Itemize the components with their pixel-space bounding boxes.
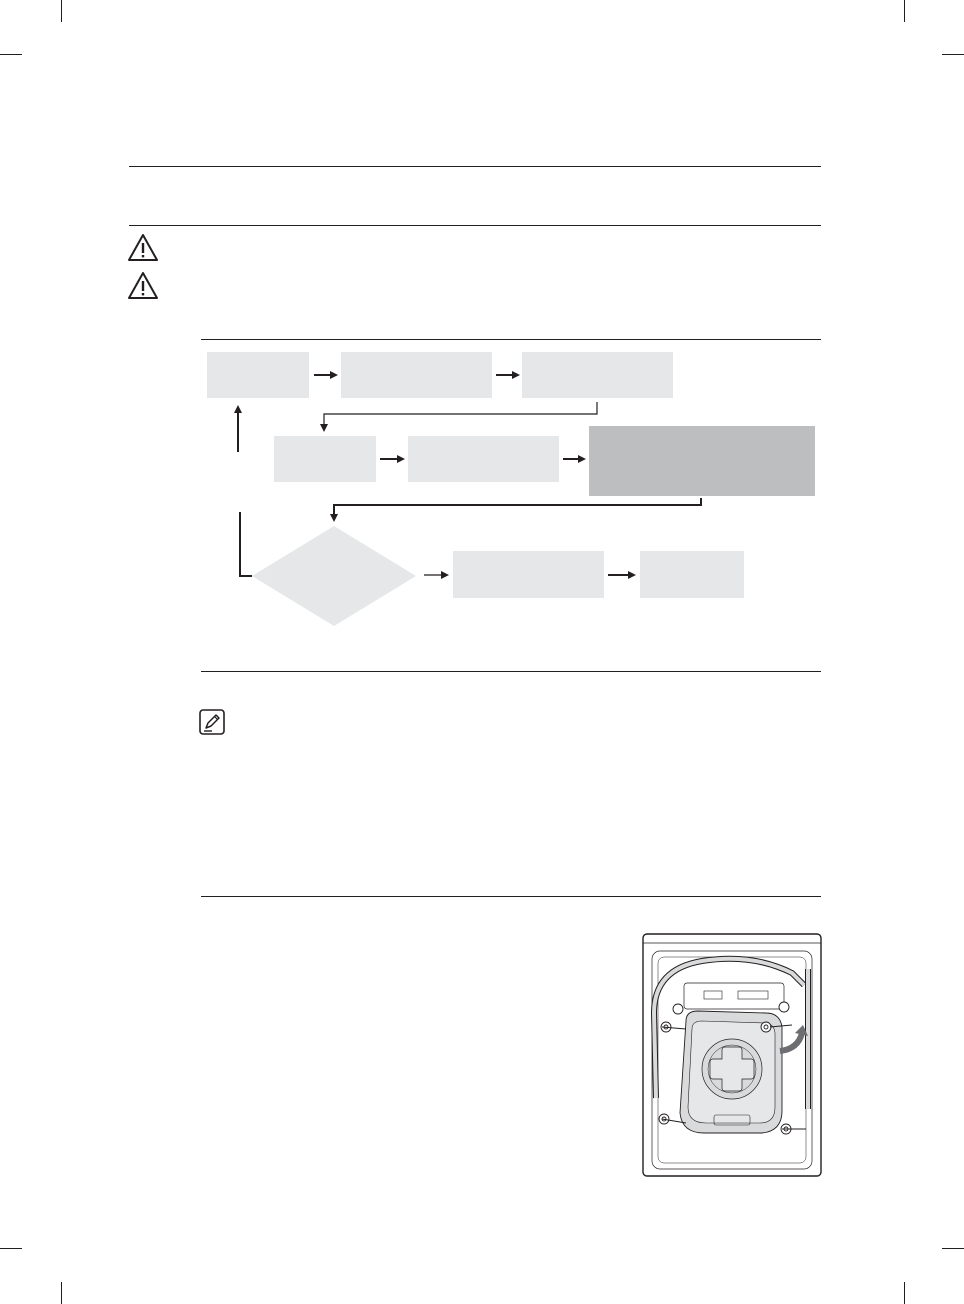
flow-connector	[324, 402, 597, 430]
note-rule-bottom	[201, 896, 821, 897]
flow-loop-lower	[240, 512, 252, 576]
crop-mark	[942, 1248, 964, 1249]
flow-connector	[334, 498, 701, 520]
note-pencil-icon	[199, 709, 225, 735]
crop-mark	[61, 1282, 62, 1304]
flow-decision-diamond	[252, 526, 416, 626]
washing-machine-rear-illustration	[642, 933, 822, 1177]
crop-mark	[904, 1282, 905, 1304]
crop-mark	[0, 1248, 22, 1249]
